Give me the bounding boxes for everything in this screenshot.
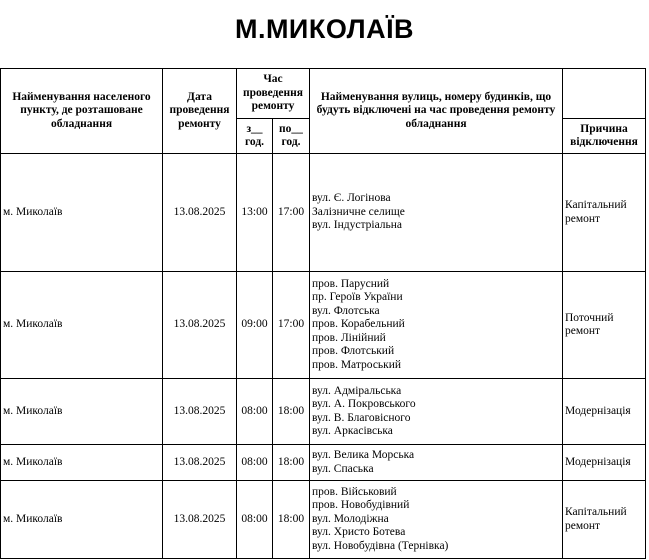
street-item: пров. Лінійний xyxy=(312,331,386,344)
reason-cell: Модернізація xyxy=(563,445,646,481)
time-from-cell: 08:00 xyxy=(237,445,273,481)
date-cell: 13.08.2025 xyxy=(163,154,237,272)
date-cell: 13.08.2025 xyxy=(163,445,237,481)
settlement-cell: м. Миколаїв xyxy=(1,481,163,559)
time-to-cell: 18:00 xyxy=(273,445,310,481)
street-item: пров. Парусний xyxy=(312,277,390,290)
streets-cell xyxy=(310,481,563,559)
settlement-cell: м. Миколаїв xyxy=(1,445,163,481)
header-row xyxy=(1,69,646,119)
street-item: вул. Адміральська xyxy=(312,384,402,397)
table-row xyxy=(1,379,646,445)
street-item: вул. Є. Логінова xyxy=(312,192,391,205)
table-row xyxy=(1,272,646,379)
settlement-cell: м. Миколаїв xyxy=(1,154,163,272)
time-to-cell: 18:00 xyxy=(273,379,310,445)
reason-cell: Капітальний ремонт xyxy=(563,154,646,272)
reason-cell: Поточний ремонт xyxy=(563,272,646,379)
date-cell: 13.08.2025 xyxy=(163,481,237,559)
time-from-cell: 08:00 xyxy=(237,379,273,445)
header-reason-spacer xyxy=(563,69,646,119)
settlement-cell: м. Миколаїв xyxy=(1,379,163,445)
street-item: вул. Флотська xyxy=(312,304,380,317)
street-item: пров. Військовий xyxy=(312,485,397,498)
time-to-cell: 17:00 xyxy=(273,272,310,379)
header-reason: Причина відключення xyxy=(563,119,646,154)
street-item: вул. Велика Морська xyxy=(312,449,415,461)
street-item: вул. Індустріальна xyxy=(312,219,403,232)
streets-cell xyxy=(310,154,563,272)
outage-schedule-table xyxy=(0,68,646,559)
reason-cell: Капітальний ремонт xyxy=(563,481,646,559)
street-item: вул. В. Благовісного xyxy=(312,411,411,424)
header-from: з__ год. xyxy=(237,119,273,154)
page-title: М.МИКОЛАЇВ xyxy=(234,14,415,44)
time-to-cell: 18:00 xyxy=(273,481,310,559)
date-cell: 13.08.2025 xyxy=(163,272,237,379)
header-to: по__ год. xyxy=(273,119,310,154)
street-item: вул. Молодіжна xyxy=(312,512,389,525)
street-item: пров. Корабельний xyxy=(312,318,405,331)
table-row xyxy=(1,445,646,481)
street-item: пр. Героїв України xyxy=(312,291,403,304)
time-from-cell: 08:00 xyxy=(237,481,273,559)
header-settlement: Найменування населеного пункту, де розташоване обладнання xyxy=(1,69,163,154)
streets-cell xyxy=(310,272,563,379)
street-item: пров. Флотський xyxy=(312,345,395,358)
street-item: вул. Спаська xyxy=(312,462,374,475)
header-time: Час проведення ремонту xyxy=(237,69,310,119)
table-row xyxy=(1,481,646,559)
header-streets: Найменування вулиць, номеру будинків, що будуть відключені на час проведення ремонту обладнання xyxy=(310,69,563,154)
streets-cell xyxy=(310,379,563,445)
street-item: вул. А. Покровського xyxy=(312,398,416,410)
street-item: вул. Новобудівна (Тернівка) xyxy=(312,539,449,552)
date-cell: 13.08.2025 xyxy=(163,379,237,445)
street-item: пров. Новобудівний xyxy=(312,499,410,512)
settlement-cell: м. Миколаїв xyxy=(1,272,163,379)
time-from-cell: 13:00 xyxy=(237,154,273,272)
header-date: Дата проведення ремонту xyxy=(163,69,237,154)
street-item: вул. Христо Ботева xyxy=(312,526,406,539)
street-item: Залізничне селище xyxy=(312,205,405,218)
reason-cell: Модернізація xyxy=(563,379,646,445)
street-item: вул. Аркасівська xyxy=(312,425,393,437)
time-to-cell: 17:00 xyxy=(273,154,310,272)
time-from-cell: 09:00 xyxy=(237,272,273,379)
street-item: пров. Матроський xyxy=(312,358,402,371)
streets-cell xyxy=(310,445,563,481)
table-row xyxy=(1,154,646,272)
